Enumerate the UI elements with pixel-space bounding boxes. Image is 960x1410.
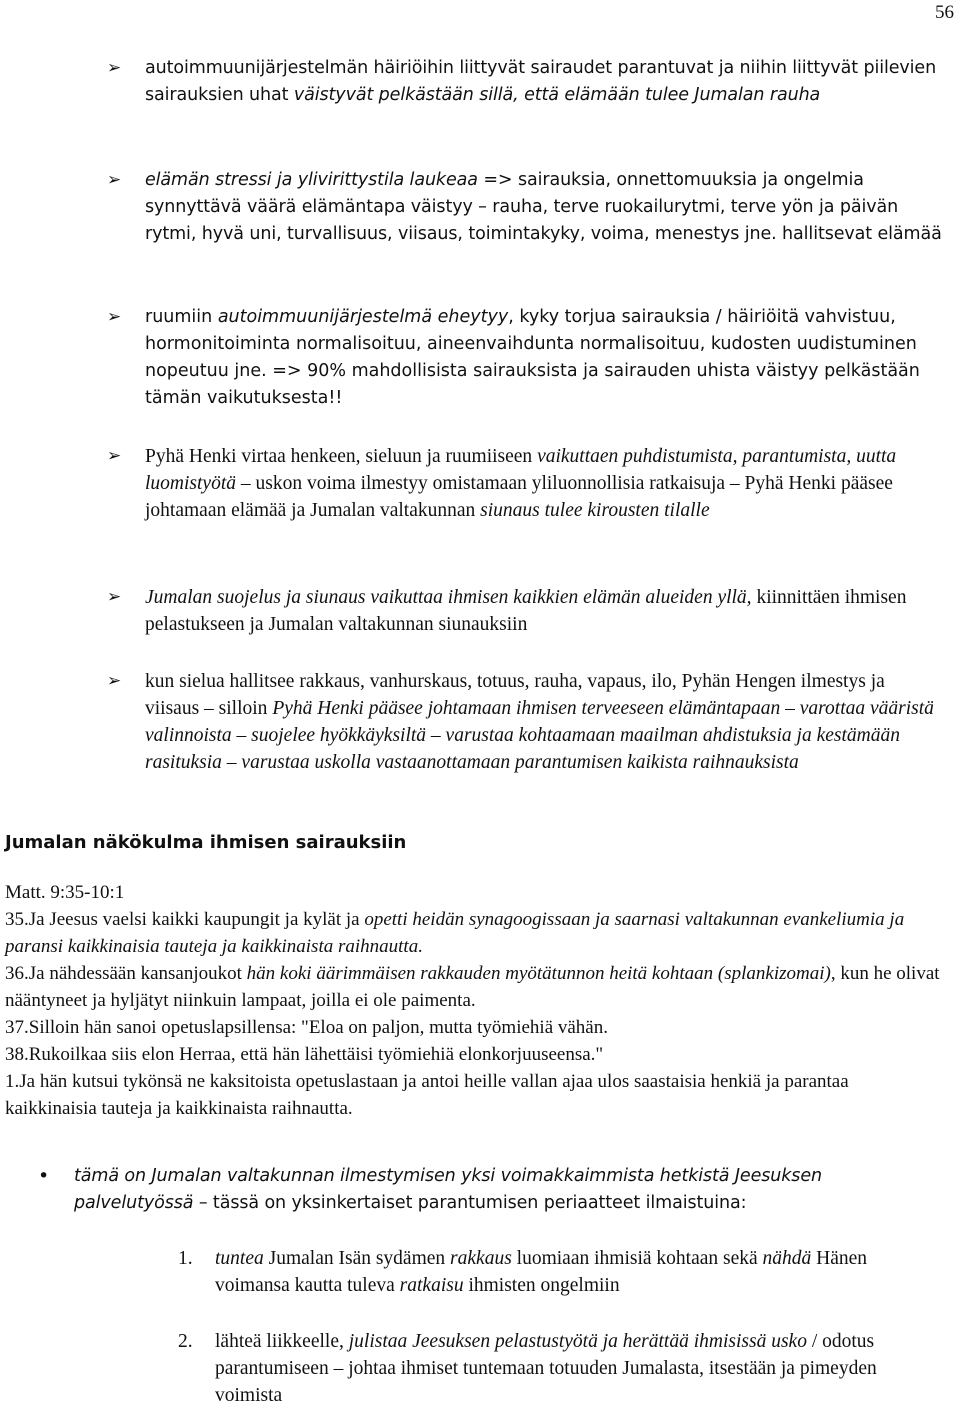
verse-1: 1.Ja hän kutsui tykönsä ne kaksitoista opetuslastaan ja antoi heille vallan ajaa ulos saastaisia henkiä ja parantaa kaikkinaisia tauteja ja kaikkinaista raihnautta. (5, 1071, 849, 1119)
dot-bullet-icon: • (38, 1165, 50, 1187)
bullet-text: autoimmuunijärjestelmän häiriöihin liittyvät sairaudet parantuvat ja niihin liittyvät piilevien sairauksien uhat (145, 58, 937, 105)
arrow-bullet-icon: ➢ (107, 446, 122, 466)
text-italic: nähdä (762, 1248, 812, 1269)
text: ihmisten ongelmiin (463, 1275, 620, 1296)
dot-bullet-text-italic: tämä on Jumalan valtakunnan ilmestymisen yksi voimakkaimmista hetkistä Jeesuksen palvelutyössä (74, 1166, 822, 1213)
item-number: 1. (178, 1248, 193, 1269)
bullet-text-italic: vaikuttaen puhdistumista, parantumista, uutta luomistyötä (145, 446, 897, 494)
numbered-item (178, 1328, 942, 1409)
text-italic: ratkaisu (399, 1275, 464, 1296)
text-italic: rakkaus (450, 1248, 512, 1269)
verse-text-italic: opetti heidän synagoogissaan ja saarnasi valtakunnan evankeliumia ja paransi kaikkinaisia tauteja ja kaikkinaista raihnautta. (5, 909, 905, 957)
bullet-item (145, 304, 942, 412)
bullet-text-italic: Jumalan suojelus ja siunaus vaikuttaa ihmisen kaikkien elämän alueiden yllä, (145, 587, 752, 608)
verse-37: 37.Silloin hän sanoi opetuslapsillensa: "Eloa on paljon, mutta työmiehiä vähän. (5, 1017, 608, 1038)
bullet-item (145, 443, 942, 524)
bullet-item (145, 584, 942, 638)
verse-text: , kun he olivat nääntyneet ja hyljätyt niinkuin lampaat, joilla ei ole paimenta. (5, 963, 940, 1011)
text: luomiaan ihmisiä kohtaan sekä (511, 1248, 763, 1269)
numbered-item (178, 1245, 942, 1299)
verse-text: 36.Ja nähdessään kansanjoukot (5, 963, 247, 984)
arrow-bullet-icon: ➢ (107, 307, 122, 327)
bullet-text-italic: siunaus tulee kirousten tilalle (480, 500, 710, 521)
bullet-item (145, 55, 942, 109)
bullet-text: => sairauksia, onnettomuuksia ja ongelmia synnyttävä väärä elämäntapa väistyy – rauha, terve ruokailurytmi, terve yön ja päivän rytmi, hyvä uni, turvallisuus, viisaus, toimintakyky, voima, menestys jne. hallitsevat elämää (145, 170, 942, 244)
arrow-bullet-icon: ➢ (107, 58, 122, 78)
bullet-text: kun sielua hallitsee rakkaus, vanhurskaus, totuus, rauha, vapaus, ilo, Pyhän Hengen ilmestys ja viisaus – silloin (145, 671, 885, 719)
text-italic: tuntea (215, 1248, 264, 1269)
bullet-text: , kyky torjua sairauksia / häiriöitä vahvistuu, hormonitoiminta normalisoituu, aineenvaihdunta normalisoituu, kudosten uudistuminen nopeutuu jne. => 90% mahdollisista sairauksista ja sairauden uhista väistyy pelkästään tämän vaikutuksesta!! (145, 307, 920, 408)
bullet-text-italic: autoimmuunijärjestelmä eheytyy (217, 307, 509, 327)
scripture-reference: Matt. 9:35-10:1 (5, 882, 125, 903)
verse-36 (5, 960, 940, 1014)
text-italic: julistaa Jeesuksen pelastustyötä ja herättää ihmisissä usko (348, 1331, 807, 1352)
numbered-item-text (215, 1245, 942, 1299)
bullet-text: Pyhä Henki virtaa henkeen, sieluun ja ruumiiseen (145, 446, 538, 467)
verse-text: 35.Ja Jeesus vaelsi kaikki kaupungit ja kylät ja (5, 909, 365, 930)
numbered-item-text (215, 1328, 942, 1409)
bullet-item (145, 668, 942, 776)
bullet-item (145, 167, 942, 248)
dot-bullet-item (74, 1163, 940, 1217)
item-number: 2. (178, 1331, 193, 1352)
bullet-text: ruumiin (145, 307, 218, 327)
text: Hänen voimansa kautta tuleva (215, 1248, 868, 1296)
verse-text-italic: hän koki äärimmäisen rakkauden myötätunnon heitä kohtaan (splankizomai) (246, 963, 831, 984)
verse-35 (5, 906, 940, 960)
arrow-bullet-icon: ➢ (107, 587, 122, 607)
page-number: 56 (935, 2, 954, 23)
bullet-text-italic: elämän stressi ja ylivirittystila laukeaa (145, 170, 478, 190)
arrow-bullet-icon: ➢ (107, 170, 122, 190)
section-heading: Jumalan näkökulma ihmisen sairauksiin (5, 832, 407, 853)
bullet-text-italic: väistyvät pelkästään sillä, että elämään tulee Jumalan rauha (293, 85, 821, 105)
verse-38: 38.Rukoilkaa siis elon Herraa, että hän lähettäisi työmiehiä elonkorjuuseensa." (5, 1044, 604, 1065)
text: / odotus parantumiseen – johtaa ihmiset tuntemaan totuuden Jumalasta, itsestään ja pimeyden voimista (215, 1331, 877, 1406)
bullet-text-italic: Pyhä Henki pääsee johtamaan ihmisen terveeseen elämäntapaan – varottaa vääristä valinnoista – suojelee hyökkäyksiltä – varustaa kohtaamaan maailman ahdistuksia ja kestämään rasituksia – varustaa uskolla vastaanottamaan parantumisen kaikista raihnauksista (145, 698, 934, 773)
bullet-text: kiinnittäen ihmisen pelastukseen ja Jumalan valtakunnan siunauksiin (145, 587, 907, 635)
text: Jumalan Isän sydämen (263, 1248, 451, 1269)
scripture-passage (5, 879, 940, 1122)
bullet-text: – uskon voima ilmestyy omistamaan yliluonnollisia ratkaisuja – Pyhä Henki pääsee johtamaan elämää ja Jumalan valtakunnan (145, 473, 893, 521)
text: lähteä liikkeelle, (215, 1331, 349, 1352)
dot-bullet-text: – tässä on yksinkertaiset parantumisen periaatteet ilmaistuina: (193, 1193, 747, 1213)
arrow-bullet-icon: ➢ (107, 671, 122, 691)
